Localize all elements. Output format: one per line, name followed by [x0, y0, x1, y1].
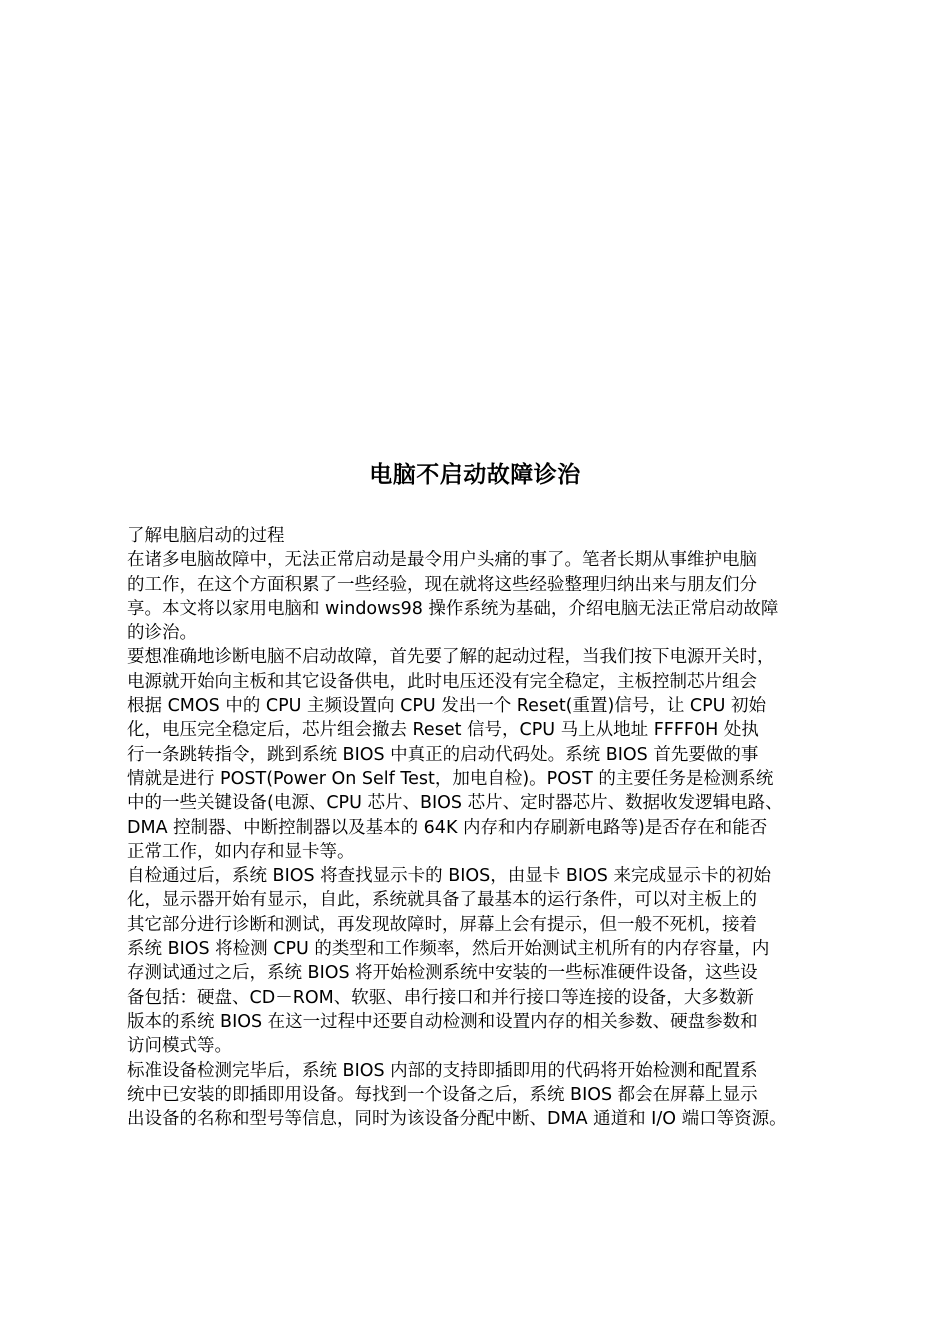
document-title: 电脑不启动故障诊治 [369, 462, 581, 488]
text-line: 系统 BIOS 将检测 CPU 的类型和工作频率，然后开始测试主机所有的内存容量，内 [127, 939, 770, 960]
text-line: 正常工作，如内存和显卡等。 [127, 841, 355, 862]
text-line: 备包括：硬盘、CD－ROM、软驱、串行接口和并行接口等连接的设备，大多数新 [127, 987, 754, 1008]
text-line: 的诊治。 [127, 623, 197, 644]
text-line: 要想准确地诊断电脑不启动故障，首先要了解的起动过程，当我们按下电源开关时， [127, 647, 775, 668]
document-body [127, 524, 827, 1131]
text-line: 了解电脑启动的过程 [127, 526, 285, 546]
text-line: 的工作，在这个方面积累了一些经验，现在就将这些经验整理归纳出来与朋友们分 [127, 574, 757, 595]
text-line: 存测试通过之后，系统 BIOS 将开始检测系统中安装的一些标准硬件设备，这些设 [127, 963, 758, 984]
text-line: 标准设备检测完毕后，系统 BIOS 内部的支持即插即用的代码将开始检测和配置系 [127, 1060, 758, 1081]
text-line: 统中已安装的即插即用设备。每找到一个设备之后，系统 BIOS 都会在屏幕上显示 [127, 1084, 758, 1105]
text-line: 中的一些关键设备(电源、CPU 芯片、BIOS 芯片、定时器芯片、数据收发逻辑电路、 [127, 793, 783, 814]
text-line: DMA 控制器、中断控制器以及基本的 64K 内存和内存刷新电路等)是否存在和能否 [127, 817, 768, 838]
text-line: 出设备的名称和型号等信息，同时为该设备分配中断、DMA 通道和 I/O 端口等资源。 [127, 1109, 787, 1130]
text-line: 版本的系统 BIOS 在这一过程中还要自动检测和设置内存的相关参数、硬盘参数和 [127, 1011, 758, 1032]
text-line: 访问模式等。 [127, 1036, 232, 1057]
text-line: 享。本文将以家用电脑和 windows98 操作系统为基础，介绍电脑无法正常启动故障 [127, 598, 779, 619]
text-line: 电源就开始向主板和其它设备供电，此时电压还没有完全稳定，主板控制芯片组会 [127, 671, 757, 692]
text-line: 情就是进行 POST(Power On Self Test，加电自检)。POST 的主要任务是检测系统 [127, 768, 774, 789]
text-line: 行一条跳转指令，跳到系统 BIOS 中真正的启动代码处。系统 BIOS 首先要做的事 [127, 744, 759, 765]
text-line: 自检通过后，系统 BIOS 将查找显示卡的 BIOS，由显卡 BIOS 来完成显示卡的初始 [127, 866, 771, 887]
text-line: 其它部分进行诊断和测试，再发现故障时，屏幕上会有提示，但一般不死机，接着 [127, 914, 757, 935]
text-line: 根据 CMOS 中的 CPU 主频设置向 CPU 发出一个 Reset(重置)信号，让 CPU 初始 [127, 696, 767, 717]
text-line: 化，显示器开始有显示，自此，系统就具备了最基本的运行条件，可以对主板上的 [127, 890, 757, 911]
text-line: 化，电压完全稳定后，芯片组会撤去 Reset 信号，CPU 马上从地址 FFFF0H 处执 [127, 720, 759, 741]
text-line: 在诸多电脑故障中，无法正常启动是最令用户头痛的事了。笔者长期从事维护电脑 [127, 550, 757, 571]
